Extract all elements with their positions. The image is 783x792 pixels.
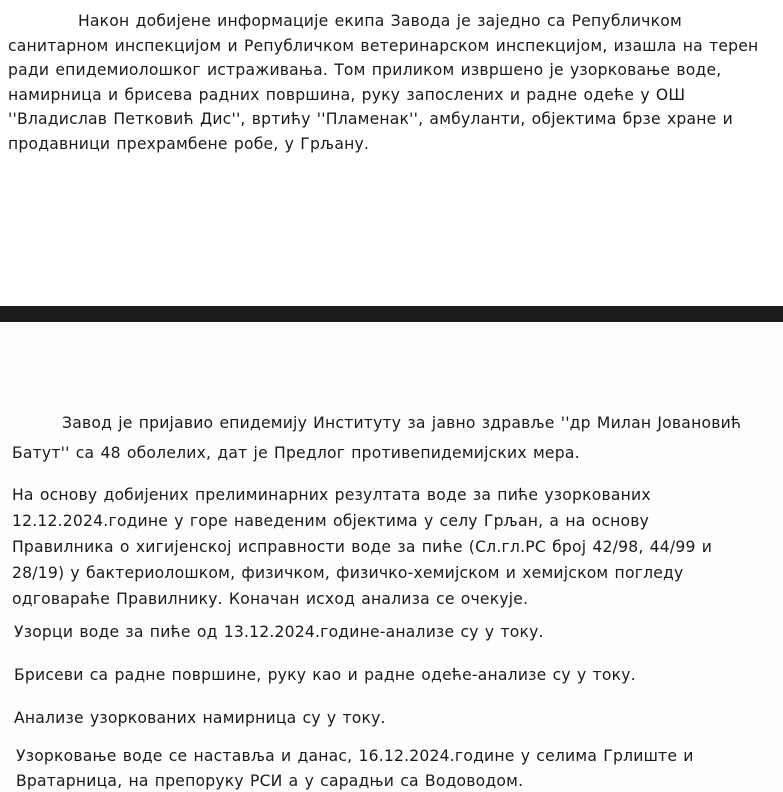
bottom-document-page xyxy=(0,322,783,792)
preliminary-results-paragraph: На основу добијених прелиминарних резултата воде за пиће узоркованих 12.12.2024.године у горе наведеним објектима у селу Грљан, а на основу Правилника о хигијенској исправности воде за пиће (Сл.гл.РС број 42/98, 44/99 и 28/19) у бактериолошком, физичком, физичко-хемијском и хемијском погледу одговараће Правилнику. Коначан исход анализа се очекује. xyxy=(12,486,713,608)
epidemic-report-paragraph: Завод је пријавио епидемију Институту за јавно здравље ''др Милан Јовановић Батут'' са 48 оболелих, дат је Предлог противепидемијских мера. xyxy=(12,414,742,462)
water-samples-paragraph: Узорци воде за пиће од 13.12.2024.године-анализе су у току. xyxy=(14,623,544,641)
page-divider xyxy=(0,306,783,322)
top-paragraph: Након добијене информације екипа Завода је заједно са Републичком санитарном инспекцијом и Републичком ветеринарском инспекцијом, изашла на терен ради епидемиолошког истраживања. Том приликом извршено је узорковање воде, намирница и брисева радних површина, руку запослених и радне одеће у ОШ ''Владислав Петковић Дис'', вртићу ''Пламенак'', амбуланти, објектима брзе хране и продавници прехрамбене робе, у Грљану. xyxy=(8,12,759,153)
food-analysis-paragraph: Анализе узоркованих намирница су у току. xyxy=(14,709,386,727)
top-document-page xyxy=(0,0,783,306)
swabs-paragraph: Брисеви са радне површине, руку као и радне одеће-анализе су у току. xyxy=(14,666,636,684)
sampling-continues-paragraph: Узорковање воде се наставља и данас, 16.12.2024.године у селима Грлиште и Вратарница, на препоруку РСИ а у сарадњи са Водоводом. xyxy=(16,747,694,790)
